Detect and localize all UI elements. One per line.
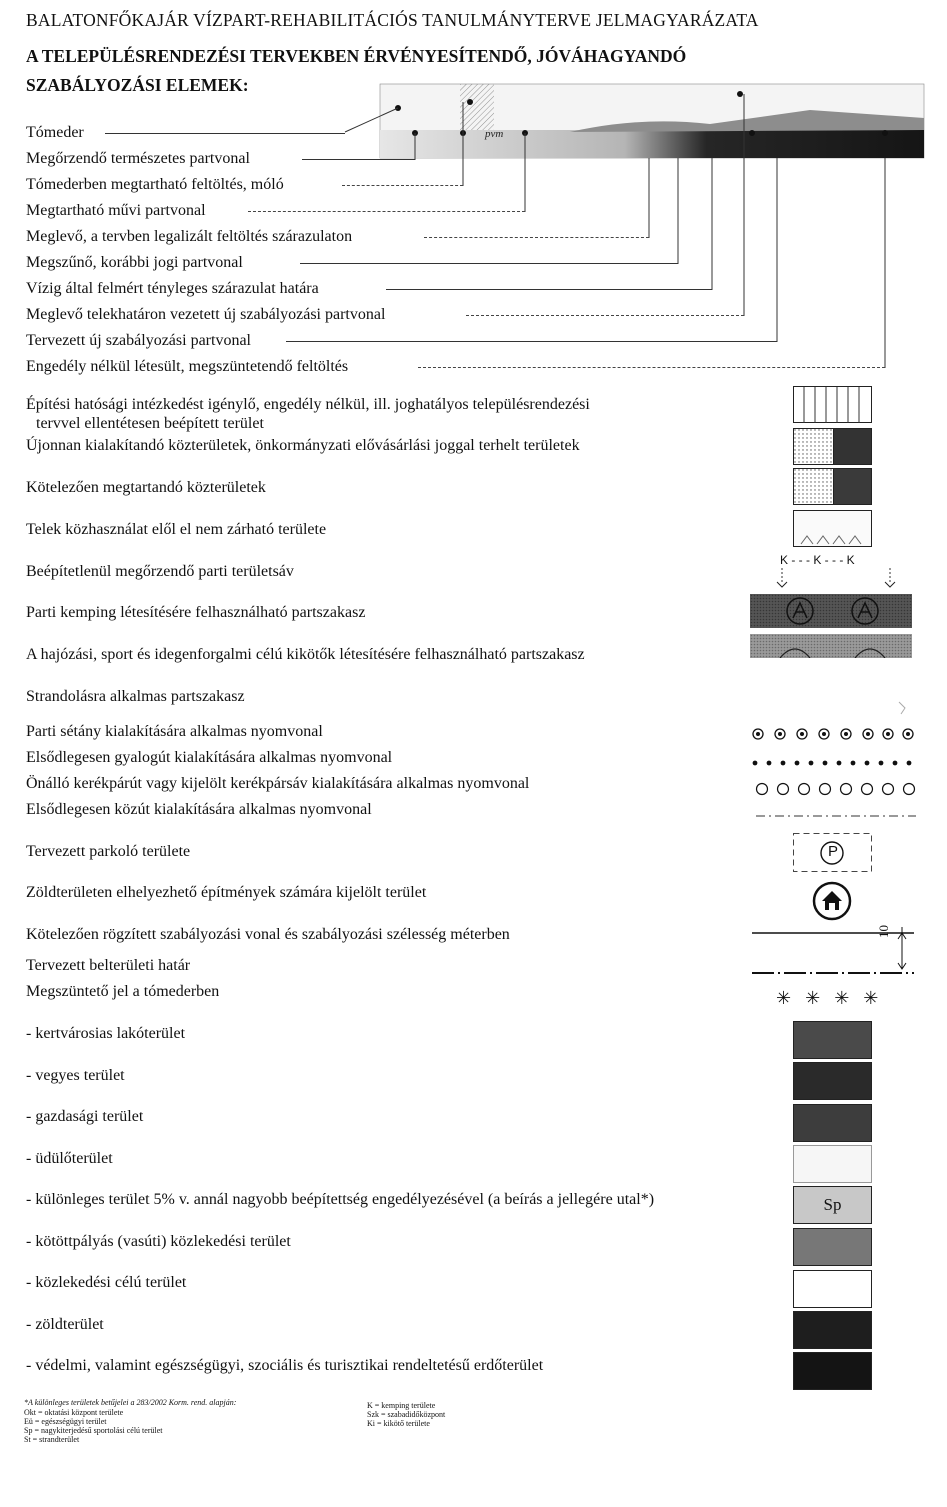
legend-beepitetlen-sav: Beépítetlenül megőrzendő parti területsáv [26, 563, 294, 580]
symbol-strand [895, 700, 911, 716]
symbol-kozut [756, 812, 916, 820]
land-use-swatch [793, 1311, 872, 1349]
symbol-k-markers: K - - - K - - - K [780, 553, 855, 567]
footnote-left-item: St = strandterület [24, 1435, 80, 1444]
legend-kerekpar: Önálló kerékpárút vagy kijelölt kerékpársáv kialakítására alkalmas nyomvonal [26, 775, 530, 792]
land-use-swatch [793, 1228, 872, 1266]
section-heading-line1: A TELEPÜLÉSRENDEZÉSI TERVEKBEN ÉRVÉNYESÍTENDŐ, JÓVÁHAGYANDÓ [26, 46, 687, 66]
land-use-swatch [793, 1062, 872, 1100]
legend-setany: Parti sétány kialakítására alkalmas nyomvonal [26, 723, 323, 740]
star-mark-icon: ✳ [805, 988, 835, 1009]
land-use-label: - üdülőterület [26, 1150, 113, 1167]
symbol-kozhasznalat [793, 510, 873, 548]
symbol-kerekpar [750, 781, 920, 797]
legend-kemping: Parti kemping létesítésére felhasználható partszakasz [26, 604, 366, 621]
legend-megszunteto-jel: Megszüntető jel a tómederben [26, 983, 220, 1000]
land-use-label: - védelmi, valamint egészségügyi, szociális és turisztikai rendeltetésű erdőterület [26, 1357, 544, 1374]
footnote-right-item: Ki = kikötő területe [367, 1419, 430, 1428]
document-title: BALATONFŐKAJÁR VÍZPART-REHABILITÁCIÓS TANULMÁNYTERVE JELMAGYARÁZATA [26, 10, 759, 30]
legend-item-megszuno-partvonal: Megszűnő, korábbi jogi partvonal [26, 254, 243, 271]
legend-item-tomeder: Tómeder [26, 124, 84, 141]
legend-item-legalizalt-feltoltes: Meglevő, a tervben legalizált feltöltés szárazulaton [26, 228, 353, 245]
symbol-vertical-hatch [793, 386, 873, 424]
footnote-left-item: Eü = egészségügyi terület [24, 1417, 107, 1426]
legend-item-muvi-partvonal: Megtartható művi partvonal [26, 202, 206, 219]
legend-megtartando-kozteruletek: Kötelezően megtartandó közterületek [26, 479, 266, 496]
symbol-dotted-dark-2 [793, 468, 873, 506]
legend-zold-epitmeny: Zöldterületen elhelyezhető építmények számára kijelölt terület [26, 884, 427, 901]
legend-item-feltoltes-molo: Tómederben megtartható feltöltés, móló [26, 176, 284, 193]
legend-item-telekhatar-partvonal: Meglevő telekhatáron vezetett új szabályozási partvonal [26, 306, 386, 323]
land-use-label: - különleges terület 5% v. annál nagyobb beépítettség engedélyezésével (a beírás a jellegére utal*) [26, 1191, 655, 1208]
land-use-label: - gazdasági terület [26, 1108, 144, 1125]
legend-hatosagi-line2: tervvel ellentétesen beépített terület [36, 415, 264, 432]
land-use-code: Sp [823, 1195, 842, 1214]
footnote-right-item: Szk = szabadidőközpont [367, 1410, 446, 1419]
legend-item-uj-partvonal: Tervezett új szabályozási partvonal [26, 332, 251, 349]
symbol-dotted-dark [793, 428, 873, 466]
section-heading-line2: SZABÁLYOZÁSI ELEMEK: [26, 75, 249, 95]
star-mark-icon: ✳ [834, 988, 864, 1009]
width-value-label: 10 [876, 925, 891, 938]
footnote-left-item: Okt = oktatási központ területe [24, 1408, 124, 1417]
symbol-gyalogut [750, 758, 920, 768]
shoreline-diagram [340, 80, 930, 380]
legend-parkolo: Tervezett parkoló területe [26, 843, 191, 860]
legend-item-szarazulat-hatara: Vízig által felmért tényleges szárazulat határa [26, 280, 319, 297]
star-mark-icon: ✳ [863, 988, 893, 1009]
legend-belteruleti-hatar: Tervezett belterületi határ [26, 957, 191, 974]
legend-szabalyozasi-vonal: Kötelezően rögzített szabályozási vonal és szabályozási szélesség méterben [26, 926, 510, 943]
legend-item-termeszetes-partvonal: Megőrzendő természetes partvonal [26, 150, 250, 167]
land-use-label: - kötöttpályás (vasúti) közlekedési terület [26, 1233, 291, 1250]
star-mark-icon: ✳ [776, 988, 806, 1009]
legend-kozut: Elsődlegesen közút kialakítására alkalmas nyomvonal [26, 801, 372, 818]
footnote-heading: *A különleges területek betűjelei a 283/2002 Korm. rend. alapján: [24, 1398, 237, 1407]
legend-strand: Strandolásra alkalmas partszakasz [26, 688, 245, 705]
footnote-left-item: Sp = nagykiterjedésű sportolási célú terület [24, 1426, 163, 1435]
footnote-right-item: K = kemping területe [367, 1401, 436, 1410]
land-use-label: - vegyes terület [26, 1067, 125, 1084]
symbol-k-arrows [770, 566, 900, 590]
symbol-belteruleti-hatar [752, 969, 914, 977]
symbol-kikoto [750, 634, 912, 658]
diagram-pvm-label: pvm [485, 128, 504, 140]
parking-icon: P [827, 843, 838, 860]
land-use-swatch [793, 1021, 872, 1059]
land-use-label: - közlekedési célú terület [26, 1274, 187, 1291]
land-use-swatch [793, 1352, 872, 1390]
legend-kikoto: A hajózási, sport és idegenforgalmi célú kikötők létesítésére felhasználható partszakasz [26, 646, 585, 663]
legend-hatosagi-line1: Építési hatósági intézkedést igénylő, engedély nélkül, ill. joghatályos településrendezési [26, 396, 590, 413]
house-icon [810, 879, 854, 923]
legend-item-megszuntetendo-feltoltes: Engedély nélkül létesült, megszüntetendő feltöltés [26, 358, 349, 375]
legend-gyalogut: Elsődlegesen gyalogút kialakítására alkalmas nyomvonal [26, 749, 393, 766]
land-use-swatch-sp [793, 1186, 872, 1224]
land-use-label: - zöldterület [26, 1316, 104, 1333]
legend-uj-kozteruletek: Újonnan kialakítandó közterületek, önkormányzati elővásárlási joggal terhelt területek [26, 437, 580, 454]
land-use-swatch [793, 1104, 872, 1142]
legend-kozhasznalat: Telek közhasználat elől el nem zárható területe [26, 521, 327, 538]
symbol-kemping [750, 594, 912, 628]
land-use-swatch [793, 1270, 872, 1308]
symbol-setany [750, 726, 915, 742]
land-use-swatch [793, 1145, 872, 1183]
land-use-label: - kertvárosias lakóterület [26, 1025, 186, 1042]
